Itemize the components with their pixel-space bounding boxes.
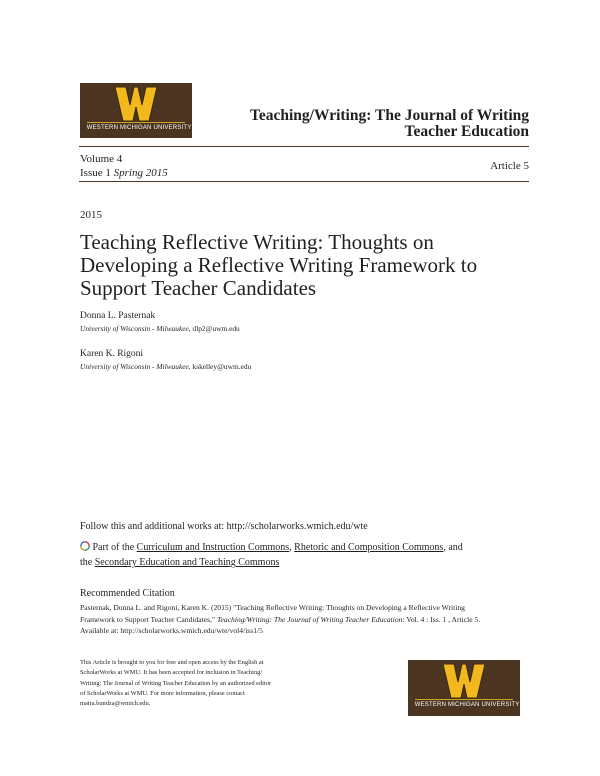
author-affiliation-line (80, 362, 251, 371)
curriculum-commons-link[interactable]: Curriculum and Instruction Commons (136, 542, 290, 553)
part-of-the: the (80, 557, 95, 568)
article-title-line3: Support Teacher Candidates (80, 276, 317, 300)
author-affiliation: University of Wisconsin - Milwaukee (80, 362, 189, 371)
wmu-logo-bottom (408, 660, 520, 716)
journal-title-line1: Teaching/Writing: The Journal of Writing (249, 107, 529, 124)
part-of-line1 (80, 540, 530, 555)
footer-notice (80, 658, 320, 709)
author-email: , kskelley@uwm.edu (188, 362, 252, 371)
issue-info (80, 152, 168, 180)
footer-line: Writing: The Journal of Writing Teacher Education by an authorized editor (80, 679, 272, 687)
citation-text: Framework to Support Teacher Candidates," (80, 614, 217, 624)
author-block-2 (80, 349, 251, 371)
part-of-section (80, 540, 530, 570)
wmu-w-logo-icon (114, 86, 158, 122)
citation-body (80, 602, 540, 637)
citation-heading: Recommended Citation (80, 588, 175, 599)
separator: , (289, 542, 295, 553)
footer-line: This Article is brought to you for free and open access by the English at (80, 659, 264, 666)
article-number[interactable]: Article 5 (490, 160, 529, 172)
journal-title-line2: Teacher Education (404, 123, 529, 140)
author-email: , dlp2@uwm.edu (188, 324, 240, 333)
issue-divider (79, 181, 529, 182)
rhetoric-commons-link[interactable]: Rhetoric and Composition Commons (294, 542, 444, 553)
issue-season: Spring 2015 (113, 167, 168, 179)
article-title-line2: Developing a Reflective Writing Framework to (80, 253, 478, 277)
open-access-icon (80, 541, 90, 551)
footer-line: ScholarWorks at WMU. It has been accepted for inclusion in Teaching/ (80, 669, 263, 677)
publication-year: 2015 (80, 209, 102, 221)
secondary-education-commons-link[interactable]: Secondary Education and Teaching Commons (94, 557, 280, 568)
article-title (80, 231, 540, 300)
footer-email[interactable]: maira.bundza@wmich.edu. (80, 700, 151, 708)
journal-title[interactable] (199, 108, 529, 140)
header-divider (79, 146, 529, 147)
issue-line[interactable] (80, 166, 168, 180)
author-name[interactable]: Donna L. Pasternak (80, 311, 156, 321)
article-title-line1: Teaching Reflective Writing: Thoughts on (80, 230, 434, 254)
author-name[interactable]: Karen K. Rigoni (80, 349, 144, 359)
author-block-1 (80, 311, 240, 333)
wmu-w-logo-icon (442, 663, 486, 699)
university-name: WESTERN MICHIGAN UNIVERSITY (415, 699, 514, 708)
part-of-line2 (80, 555, 530, 570)
wmu-logo-top (80, 83, 192, 138)
author-affiliation-line (80, 324, 240, 333)
citation-volume: : Vol. 4 : Iss. 1 , Article 5. (402, 614, 481, 624)
citation-journal: Teaching/Writing: The Journal of Writing Teacher Education (216, 614, 403, 624)
citation-url[interactable]: Available at: http://scholarworks.wmich.edu/wte/vol4/iss1/5 (80, 626, 263, 635)
footer-line: of ScholarWorks at WMU. For more information, please contact (80, 689, 245, 697)
part-of-prefix: Part of the (92, 542, 137, 553)
separator: , and (443, 542, 463, 553)
citation-line1: Pasternak, Donna L. and Rigoni, Karen K. (2015) "Teaching Reflective Writing: Thoughts on Developing a Reflective Writing (80, 603, 465, 612)
volume-link[interactable]: Volume 4 (80, 153, 123, 165)
follow-link[interactable]: Follow this and additional works at: http://scholarworks.wmich.edu/wte (80, 521, 368, 532)
university-name: WESTERN MICHIGAN UNIVERSITY (87, 122, 186, 131)
citation-line2 (80, 614, 540, 626)
author-affiliation: University of Wisconsin - Milwaukee (80, 324, 189, 333)
issue-number: Issue 1 (80, 167, 111, 179)
